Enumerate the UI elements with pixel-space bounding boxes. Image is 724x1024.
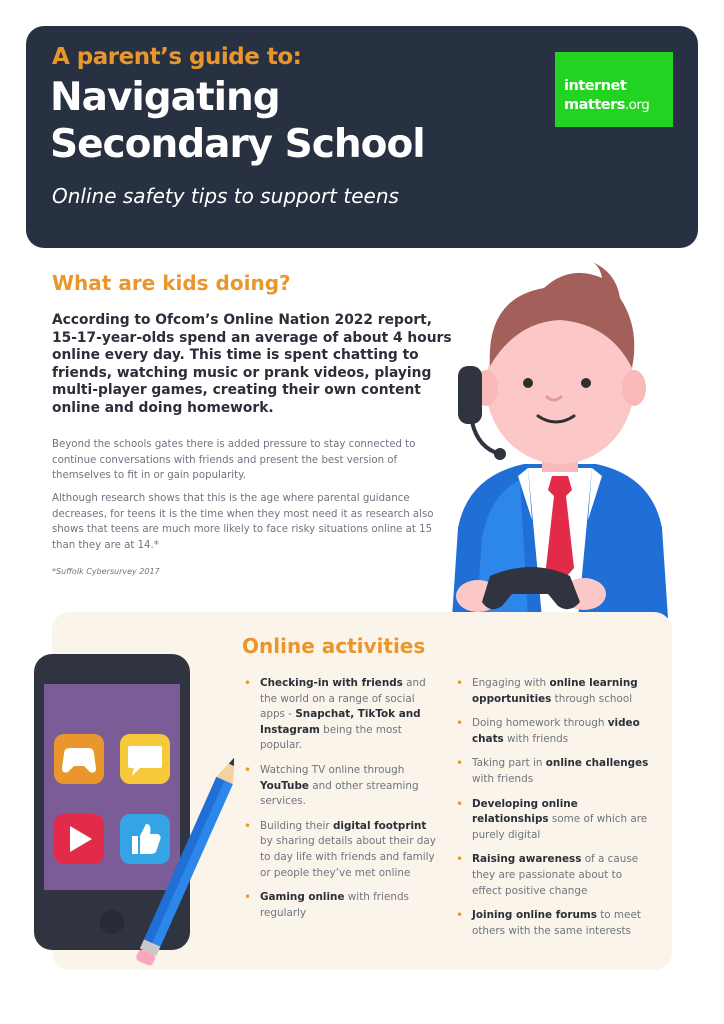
title-line-2: Secondary School (50, 122, 425, 167)
activity-text: Raising awareness (472, 853, 582, 866)
activity-text: digital footprint (332, 819, 427, 832)
activity-text: Developing online relationships (472, 797, 578, 826)
activity-text: through school (551, 692, 633, 705)
activity-text: and the world on a range of social apps - (260, 677, 426, 721)
activity-text: with friends (503, 732, 569, 745)
activity-item (454, 676, 650, 707)
activity-text: video chats (472, 717, 640, 745)
activity-text: to meet others with the same interests (472, 909, 641, 937)
activity-item (454, 716, 650, 747)
logo-line-2 (564, 97, 649, 113)
activity-text: Building their (260, 819, 333, 832)
activity-item (242, 819, 438, 881)
activity-text: by sharing details about their day to day life with friends and family or people they’ve met online (260, 835, 436, 879)
body-paragraph-2: Although research shows that this is the age where parental guidance decreases, for teens it is the time when they most need it as research also shows that teens are much more likely to face risky situations online at 15 than they are at 14.* (52, 493, 434, 551)
citation: *Suffolk Cybersurvey 2017 (52, 567, 160, 576)
chat-bubble-icon (120, 734, 170, 784)
activity-text: Checking-in with friends (260, 677, 403, 689)
internet-matters-logo (555, 52, 673, 127)
activity-text: online challenges (545, 757, 649, 770)
activity-item (454, 756, 650, 787)
activity-text: with friends regularly (260, 891, 409, 919)
thumbs-up-icon (120, 814, 170, 864)
activity-text: being the most popular. (260, 723, 402, 752)
activity-text: of a cause they are passionate about to effect positive change (472, 853, 639, 897)
activity-text: some of which are purely digital (472, 813, 648, 841)
activity-text: YouTube (260, 779, 309, 792)
activity-text: Engaging with (472, 677, 550, 689)
title-line-1: Navigating (50, 75, 280, 120)
header-banner (26, 26, 698, 248)
activity-item (454, 852, 650, 899)
body-paragraph-1: Beyond the schools gates there is added pressure to stay connected to continue conversations with friends and present the best version of themselves to fit in or gain popularity. (52, 439, 416, 482)
phone-illustration (34, 654, 234, 994)
logo-line-1: internet (564, 78, 627, 94)
activity-text: Snapchat, TikTok and Instagram (260, 708, 421, 736)
activities-list-left (242, 676, 438, 930)
activity-item (242, 763, 438, 810)
logo-suffix: .org (624, 97, 650, 113)
header-subtitle: Online safety tips to support teens (52, 184, 399, 208)
page-title (50, 74, 425, 168)
activity-text: Watching TV online through (260, 763, 405, 776)
activity-item (454, 908, 650, 939)
activity-text: online learning opportunities (472, 677, 638, 705)
section-heading-what-are-kids-doing: What are kids doing? (52, 271, 291, 295)
logo-line-2-bold: matters (564, 97, 625, 113)
activity-text: Joining online forums (472, 909, 597, 922)
activity-text: Gaming online (260, 891, 345, 904)
teen-with-headset-illustration (420, 258, 700, 618)
gamepad-icon (54, 734, 104, 784)
play-icon (54, 814, 104, 864)
activity-text: Taking part in (472, 757, 546, 770)
activity-item (242, 676, 438, 754)
section-heading-online-activities: Online activities (242, 634, 426, 658)
activity-item (454, 797, 650, 844)
activity-text: and other streaming services. (260, 779, 419, 808)
activity-text: with friends (472, 772, 534, 785)
activity-item (242, 890, 438, 921)
header-kicker: A parent’s guide to: (52, 44, 302, 70)
activity-text: Doing homework through (472, 717, 608, 730)
lead-paragraph: According to Ofcom’s Online Nation 2022 report, 15-17-year-olds spend an average of about 4 hours online every day. This time is spent chatting to friends, watching music or prank videos, playing multi-player games, creating their own content online and doing homework. (52, 312, 452, 416)
activities-list-right (454, 676, 650, 948)
